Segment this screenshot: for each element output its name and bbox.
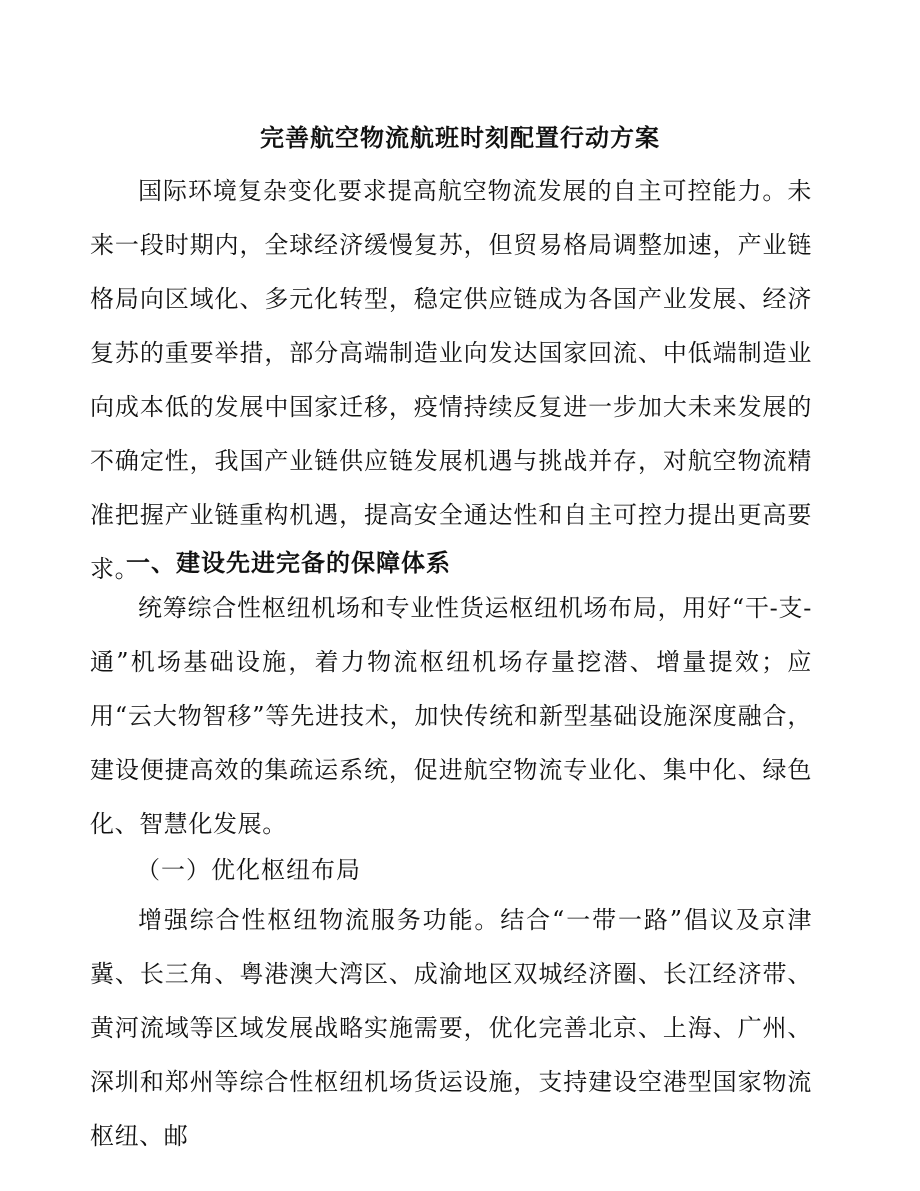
subsection-heading: （一）优化枢纽布局 xyxy=(136,856,361,884)
document-title: 完善航空物流航班时刻配置行动方案 xyxy=(260,123,660,152)
subsection-paragraph: 增强综合性枢纽物流服务功能。结合“一带一路”倡议及京津冀、长三角、粤港澳大湾区、成渝地区双城经济圈、长江经济带、黄河流域等区域发展战略实施需要，优化完善北京、上海、广州、深圳和郑州等综合性枢纽机场货运设施，支持建设空港型国家物流枢纽、邮 xyxy=(90,906,812,1150)
section-paragraph: 统筹综合性枢纽机场和专业性货运枢纽机场布局，用好“干-支-通”机场基础设施，着力物流枢纽机场存量挖潜、增量提效；应用“云大物智移”等先进技术，加快传统和新型基础设施深度融合，建设便捷高效的集疏运系统，促进航空物流专业化、集中化、绿色化、智慧化发展。 xyxy=(90,594,812,838)
section-heading: 一、建设先进完备的保障体系 xyxy=(126,548,451,577)
intro-paragraph: 国际环境复杂变化要求提高航空物流发展的自主可控能力。未来一段时期内，全球经济缓慢复苏，但贸易格局调整加速，产业链格局向区域化、多元化转型，稳定供应链成为各国产业发展、经济复苏的重要举措，部分高端制造业向发达国家回流、中低端制造业向成本低的发展中国家迁移，疫情持续反复进一步加大未来发展的不确定性，我国产业链供应链发展机遇与挑战并存，对航空物流精准把握产业链重构机遇，提高安全通达性和自主可控力提出更高要求。 xyxy=(90,177,812,583)
